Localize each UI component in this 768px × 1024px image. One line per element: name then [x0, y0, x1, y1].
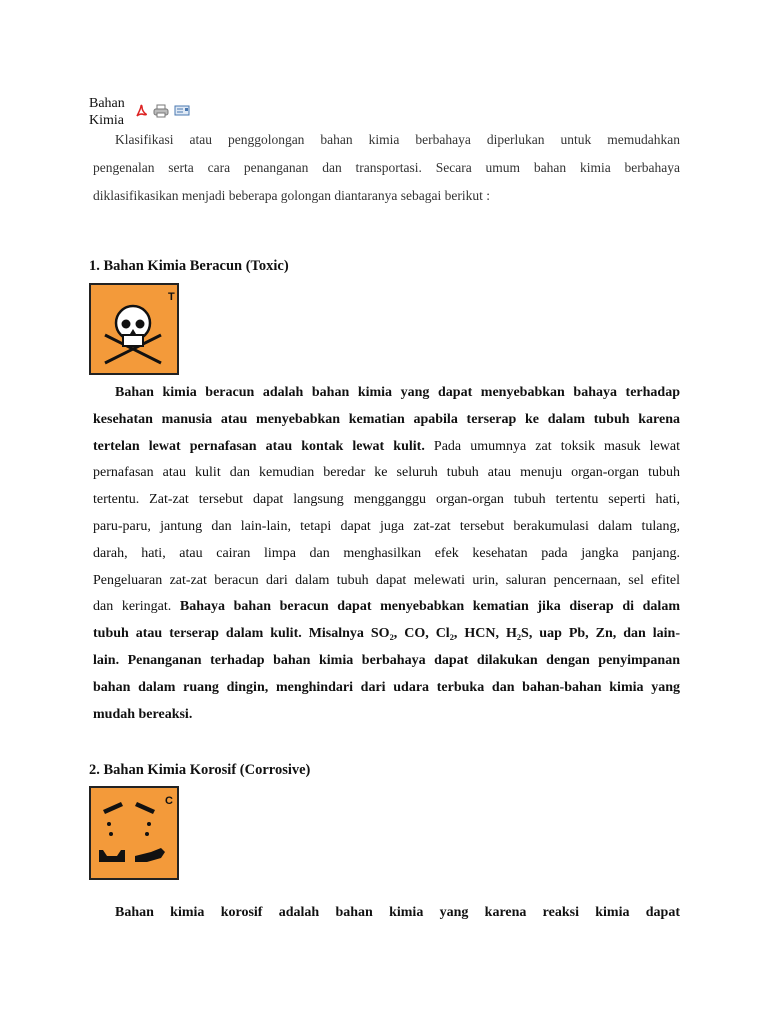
bold-text: kesehatan manusia atau menyebabkan kematian apabila terserap ke dalam tubuh karena [93, 411, 680, 427]
text-line [93, 519, 680, 539]
print-icon[interactable] [153, 104, 169, 118]
text: darah, hati, atau cairan limpa dan menghasilkan efek kesehatan pada jangka panjang. [93, 545, 680, 561]
text: pernafasan atau kulit dan kemudian beredar ke seluruh tubuh atau menuju organ-organ tubuh [93, 465, 680, 481]
text-line [93, 707, 680, 727]
document-title [89, 95, 125, 129]
text-line [93, 626, 680, 646]
pdf-icon[interactable] [134, 104, 148, 118]
text-line [93, 412, 680, 432]
text-line [93, 492, 680, 512]
svg-text:C: C [165, 795, 173, 807]
text-line [93, 573, 680, 593]
bold-text: tubuh atau terserap dalam kulit. Misalnya SO₂, CO, Cl₂, HCN, H₂S, uap Pb, Zn, dan lain- [93, 626, 680, 642]
text-line [93, 599, 680, 619]
text: Pengeluaran zat-zat beracun dari dalam tubuh dapat melewati urin, saluran pencernaan, sel efitel [93, 572, 680, 588]
text: Klasifikasi atau penggolongan bahan kimia berbahaya diperlukan untuk memudahkan [115, 132, 680, 147]
bold-text: Bahan kimia korosif adalah bahan kimia yang karena reaksi kimia dapat [115, 905, 680, 920]
text: tertentu. Zat-zat tersebut dapat langsung mengganggu organ-organ tubuh tertentu seperti hati, [93, 492, 680, 508]
text-line [93, 439, 680, 459]
text: diklasifikasikan menjadi beberapa golongan diantaranya sebagai berikut : [93, 188, 490, 203]
text-line [93, 465, 680, 485]
text-line [93, 653, 680, 673]
text: Pada umumnya zat toksik masuk lewat [424, 438, 680, 454]
text: paru-paru, jantung dan lain-lain, tetapi dapat juga zat-zat tersebut berakumulasi dalam tulang, [93, 519, 680, 534]
bold-text: lain. Penanganan terhadap bahan kimia berbahaya dapat dilakukan dengan penyimpanan [93, 653, 680, 668]
email-icon[interactable] [174, 104, 190, 116]
title-line-2: Kimia [89, 113, 124, 128]
text-line [93, 385, 680, 405]
text: pengenalan serta cara penanganan dan transportasi. Secara umum bahan kimia berbahaya [93, 160, 680, 175]
toolbar [134, 104, 190, 118]
toxic-hazard-icon [89, 283, 179, 375]
svg-text:T: T [168, 291, 175, 303]
text: dan keringat. [93, 599, 180, 615]
text-line [93, 132, 680, 152]
bold-text: mudah bereaksi. [93, 706, 193, 722]
bold-text: Bahaya bahan beracun dapat menyebabkan kematian jika diserap di dalam [179, 599, 680, 615]
bold-text: Bahan kimia beracun adalah bahan kimia yang dapat menyebabkan bahaya terhadap [115, 385, 680, 400]
text-line [93, 546, 680, 566]
text-line [93, 188, 680, 208]
bold-text: bahan dalam ruang dingin, menghindari dari udara terbuka dan bahan-bahan kimia yang [93, 679, 680, 695]
section-heading-corrosive: 2. Bahan Kimia Korosif (Corrosive) [89, 762, 311, 778]
section-heading-toxic: 1. Bahan Kimia Beracun (Toxic) [89, 258, 289, 274]
bold-text: tertelan lewat pernafasan atau kontak lewat kulit. [93, 438, 425, 454]
text-line [93, 905, 680, 925]
text-line [93, 680, 680, 700]
corrosive-hazard-icon [89, 786, 179, 880]
text-line [93, 160, 680, 180]
title-line-1: Bahan [89, 96, 125, 111]
